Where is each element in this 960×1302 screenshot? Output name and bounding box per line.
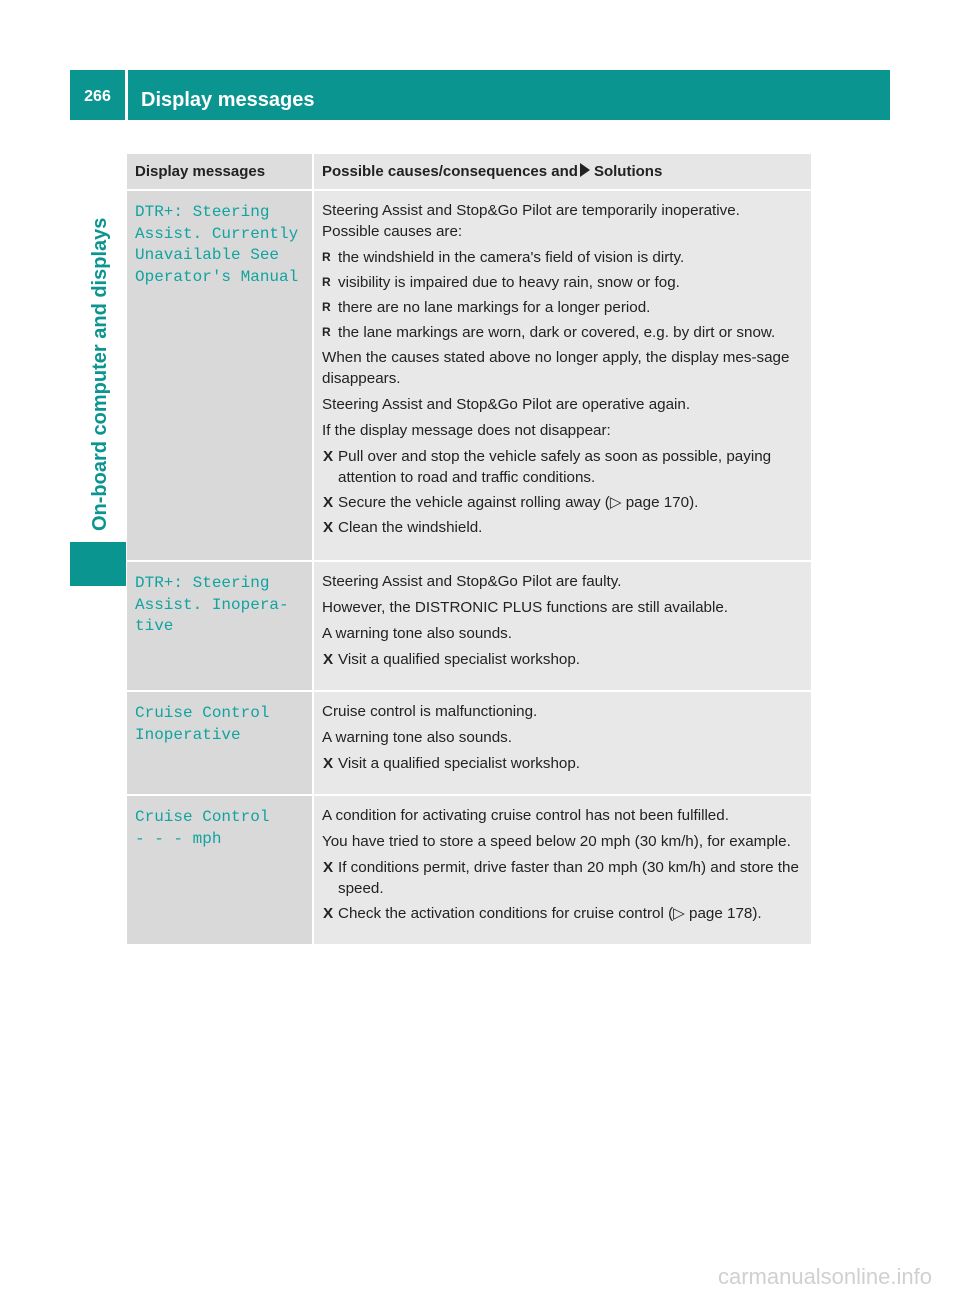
- solution-step: [322, 517, 804, 538]
- consequence-text: If the display message does not disappear:: [322, 422, 611, 439]
- table-row: [127, 561, 811, 691]
- cause-text: A warning tone also sounds.: [322, 729, 512, 746]
- column-header-solutions: [313, 154, 811, 190]
- step-marker-icon: X: [323, 905, 334, 922]
- display-message: DTR+: Steering Assist. Currently Unavailable See Operator's Manual: [127, 190, 313, 561]
- column-header-solutions-text: Solutions: [593, 163, 663, 180]
- step-text: Visit a qualified specialist workshop.: [338, 755, 580, 772]
- list-item: [322, 297, 804, 318]
- solution-step: [322, 903, 804, 924]
- display-message: Cruise Control Inoperative: [127, 691, 313, 795]
- list-item-text: the windshield in the camera's field of vision is dirty.: [338, 249, 685, 266]
- solution-step: [322, 857, 804, 899]
- bullet-icon: R: [322, 300, 331, 314]
- display-message: DTR+: Steering Assist. Inopera- tive: [127, 561, 313, 691]
- step-marker-icon: X: [323, 755, 334, 772]
- page-title: Display messages: [141, 89, 315, 111]
- cause-text: Possible causes are:: [322, 223, 463, 240]
- cause-text: Cruise control is malfunctioning.: [322, 703, 538, 720]
- step-marker-icon: X: [323, 651, 334, 668]
- solution-cell: [313, 691, 811, 795]
- table-row: [127, 795, 811, 945]
- side-tab-marker: [70, 542, 126, 586]
- list-item: [322, 247, 804, 268]
- step-text: Clean the windshield.: [338, 519, 483, 536]
- step-text: Check the activation conditions for cruise control (▷ page 178).: [338, 905, 762, 922]
- step-text: Pull over and stop the vehicle safely as soon as possible, paying attention to road and traffic conditions.: [338, 448, 772, 486]
- step-text: Visit a qualified specialist workshop.: [338, 651, 580, 668]
- table-row: [127, 691, 811, 795]
- cause-text: You have tried to store a speed below 20 mph (30 km/h), for example.: [322, 833, 791, 850]
- cause-text: A condition for activating cruise control has not been fulfilled.: [322, 807, 729, 824]
- step-marker-icon: X: [323, 448, 334, 465]
- step-text: Secure the vehicle against rolling away (▷ page 170).: [338, 494, 699, 511]
- column-header-causes-text: Possible causes/consequences and: [322, 163, 578, 180]
- solution-cell: [313, 190, 811, 561]
- cause-text: However, the DISTRONIC PLUS functions are still available.: [322, 599, 729, 616]
- arrow-right-icon: [580, 163, 590, 177]
- consequence-text: When the causes stated above no longer apply, the display mes-sage disappears.: [322, 349, 790, 387]
- solution-step: [322, 649, 804, 670]
- display-message: Cruise Control - - - mph: [127, 795, 313, 945]
- solution-step: [322, 492, 804, 513]
- list-item: [322, 272, 804, 293]
- display-messages-table: [127, 154, 811, 946]
- list-item: [322, 322, 804, 343]
- step-marker-icon: X: [323, 519, 334, 536]
- table-header-row: [127, 154, 811, 190]
- bullet-icon: R: [322, 325, 331, 339]
- side-tab-label: On-board computer and displays: [89, 217, 111, 531]
- step-marker-icon: X: [323, 494, 334, 511]
- cause-text: A warning tone also sounds.: [322, 625, 512, 642]
- solution-cell: [313, 795, 811, 945]
- consequence-text: Steering Assist and Stop&Go Pilot are operative again.: [322, 396, 691, 413]
- cause-text: Steering Assist and Stop&Go Pilot are faulty.: [322, 573, 622, 590]
- solution-cell: [313, 561, 811, 691]
- page-number: 266: [84, 88, 111, 105]
- list-item-text: visibility is impaired due to heavy rain, snow or fog.: [338, 274, 680, 291]
- list-item-text: there are no lane markings for a longer period.: [338, 299, 651, 316]
- column-header-messages: Display messages: [127, 154, 313, 190]
- list-item-text: the lane markings are worn, dark or covered, e.g. by dirt or snow.: [338, 324, 776, 341]
- step-text: If conditions permit, drive faster than 20 mph (30 km/h) and store the speed.: [338, 859, 799, 897]
- cause-text: Steering Assist and Stop&Go Pilot are temporarily inoperative.: [322, 202, 740, 219]
- table-row: [127, 190, 811, 561]
- solution-step: [322, 753, 804, 774]
- solution-step: [322, 446, 804, 488]
- bullet-icon: R: [322, 250, 331, 264]
- header-divider: [125, 70, 128, 120]
- watermark: carmanualsonline.info: [717, 1264, 932, 1289]
- step-marker-icon: X: [323, 859, 334, 876]
- bullet-icon: R: [322, 275, 331, 289]
